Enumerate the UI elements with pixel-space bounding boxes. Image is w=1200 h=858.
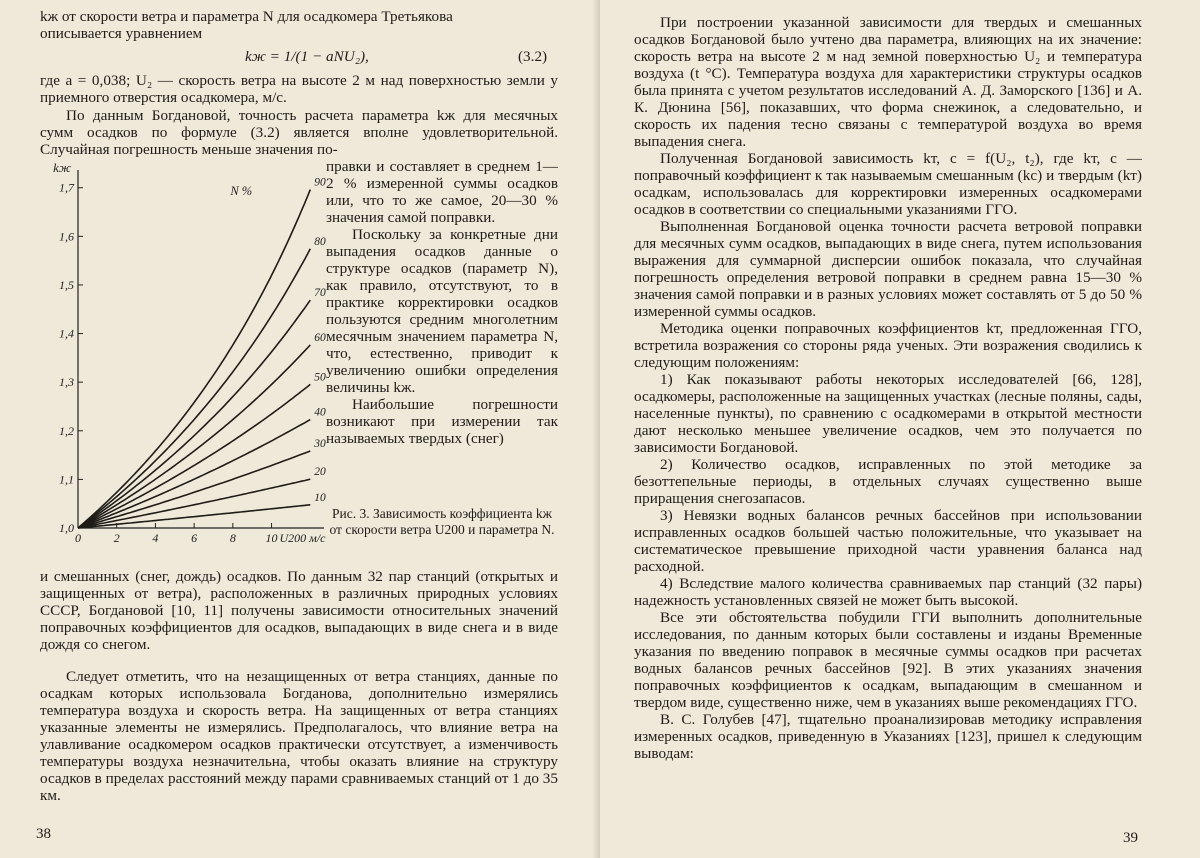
right-p3: Выполненная Богдановой оценка точности расчета ветровой поправки для месячных сумм осадков, выпадающих в виде снега, путем использования выражения для суммарной дисперсии ошибок показала, что случайная погрешность определения ветровой поправки в среднем равна 15—30 % значения самой поправки и в разных условиях может составлять от 5 до 50 % измеренной суммы осадков.: [634, 218, 1142, 320]
x-tick-label: 6: [191, 531, 198, 545]
x-tick-label: 0: [75, 531, 81, 545]
x-axis-label: U200 м/с: [279, 531, 326, 545]
left-p6: Следует отметить, что на незащищенных от ветра станциях, данные по осадкам которых использовала Богданова, дополнительно измерялись температура воздуха и скорость ветра. На защищенных от ветра станциях указанные элементы не измерялись. Предполагалось, что влияние ветра на улавливание осадкомером осадков практически отсутствует, а изменчивость температуры воздуха незначительна, чтобы оказать влияние на структуру осадков в пределах расстояний между парами сравниваемых станций от 1 до 35 км.: [40, 668, 558, 804]
right-p10: В. С. Голубев [47], тщательно проанализировав методику исправления измеренных осадков, приведенную в Указаниях [123], пришел к следующим выводам:: [634, 711, 1142, 762]
curve-label: 90: [314, 176, 326, 189]
left-p3: По данным Богдановой, точность расчета параметра kж для месячных сумм осадков по формуле (3.2) является вполне удовлетворительной. Случайная погрешность меньше значения по-: [40, 107, 558, 158]
series-label: N %: [230, 184, 253, 198]
figure-3-chart: [40, 158, 330, 548]
left-p2: где a = 0,038; U₂ — скорость ветра на высоте 2 м над поверхностью земли у приемного отверстия осадкомера, м/с.: [40, 72, 558, 106]
right-p6: 2) Количество осадков, исправленных по этой методике за безоттепельные периоды, в отдельных случаях существенно выше приращения снегозапасов.: [634, 456, 1142, 507]
formula-number: (3.2): [518, 48, 548, 65]
y-tick-label: 1,3: [59, 375, 74, 390]
right-p8: 4) Вследствие малого количества сравниваемых пар станций (32 пары) надежность установленных связей не может быть высокой.: [634, 575, 1142, 609]
right-p4: Методика оценки поправочных коэффициентов kт, предложенная ГГО, встретила возражения со стороны ряда ученых. Эти возражения сводились к следующим положениям:: [634, 320, 1142, 371]
curve-n80: [78, 249, 310, 528]
x-tick-label: 4: [152, 531, 159, 545]
y-tick-label: 1,1: [59, 472, 74, 487]
y-axis-label: kж: [53, 160, 71, 175]
page-number-right: 39: [1123, 830, 1138, 846]
left-page: [0, 0, 598, 858]
right-p5: 1) Как показывают работы некоторых исследователей [66, 128], осадкомеры, расположенные на защищенных участках (лесные поляны, сады, населенные пункты), по сравнению с осадкомерами в открытой местности дают несколько меньшее увеличение осадков, чем это получается по зависимости Богдановой.: [634, 371, 1142, 456]
curve-label: 80: [314, 235, 326, 248]
right-page: [600, 0, 1200, 858]
right-p7: 3) Невязки водных балансов речных бассейнов при использовании исправленных осадков большей частью положительные, что указывает на систематическое превышение приходной части уравнения баланса над расходной.: [634, 507, 1142, 575]
left-p5-side: Наибольшие погрешности возникают при измерении так называемых твердых (снег): [326, 396, 558, 447]
x-tick-label: 8: [229, 531, 236, 545]
left-side-column: [326, 158, 558, 447]
y-tick-label: 1,2: [59, 423, 74, 438]
page-number-left: 38: [36, 826, 51, 842]
curve-label: 30: [314, 437, 326, 450]
curve-n90: [78, 190, 310, 528]
left-p5-cont: и смешанных (снег, дождь) осадков. По данным 32 пар станций (открытых и защищенных от ветра), расположенных в различных природных условиях СССР, Богдановой [10, 11] получены зависимости относительных значений поправочных коэффициентов для осадков, выпадающих в виде снега и в виде дождя со снегом.: [40, 568, 558, 653]
right-p2: Полученная Богдановой зависимость kт, с = f(U₂, t₂), где kт, с — поправочный коэффициент к так называемым смешанным (kс) и твердым (kт) осадкам, использовалась для корректировки измеренных осадкомерами осадков в соответствии со специальными указаниями ГГО.: [634, 150, 1142, 218]
right-p9: Все эти обстоятельства побудили ГГИ выполнить дополнительные исследования, по данным которых были составлены и изданы Временные указания по введению поправок в месячные суммы осадков при расчетах водных балансов речных бассейнов [92]. В этих указаниях значения поправочных коэффициентов к осадкам, выпадающим в смешанном и твердом виде, существенно ниже, чем в указаниях выше рекомендациях ГГО.: [634, 609, 1142, 711]
y-tick-label: 1,4: [59, 326, 74, 341]
curve-label: 70: [314, 287, 326, 300]
left-p4-side: Поскольку за конкретные дни выпадения осадков данные о структуре осадков (параметр N), как правило, отсутствуют, то в практике корректировки осадков пользуются средним многолетним месячным значением параметра N, что, естественно, приводит к увеличению ошибки определения величины kж.: [326, 226, 558, 396]
curve-label: 50: [314, 371, 326, 384]
left-text-top: [40, 8, 558, 42]
x-tick-label: 2: [113, 531, 120, 545]
y-tick-label: 1,7: [59, 180, 74, 195]
curve-n70: [78, 300, 310, 528]
figure-caption: Рис. 3. Зависимость коэффициента kж от скорости ветра U200 и параметра N.: [329, 506, 555, 537]
y-tick-label: 1,5: [59, 277, 74, 292]
left-p3-side: правки и составляет в среднем 1—2 % измеренной суммы осадков или, что то же самое, 20—30 % значения самой поправки.: [326, 158, 558, 226]
right-p1: При построении указанной зависимости для твердых и смешанных осадков Богдановой было учтено два параметра, влияющих на их значение: скорость ветра на высоте 2 м над земной поверхностью U₂ и температура воздуха (t °С). Температура воздуха для характеристики структуры осадков была принята с учетом результатов исследований А. Д. Заморского [136] и А. К. Дюнина [56], показавших, что форма снежинок, а следовательно, и скорость их падения тесно связаны с температурой воздуха во время выпадения снега.: [634, 14, 1142, 150]
curve-label: 40: [314, 406, 326, 419]
curve-label: 10: [314, 491, 326, 504]
left-p1-line2: описывается уравнением: [40, 25, 203, 42]
y-tick-label: 1,0: [59, 521, 74, 535]
right-text: [634, 14, 1142, 762]
x-tick-label: 10: [265, 531, 278, 545]
y-tick-label: 1,6: [59, 229, 74, 244]
formula: kж = 1/(1 − aNU₂),: [245, 48, 369, 65]
curve-label: 60: [314, 331, 326, 344]
curve-label: 20: [314, 466, 326, 479]
left-p1-line1: kж от скорости ветра и параметра N для осадкомера Третьякова: [40, 8, 453, 25]
